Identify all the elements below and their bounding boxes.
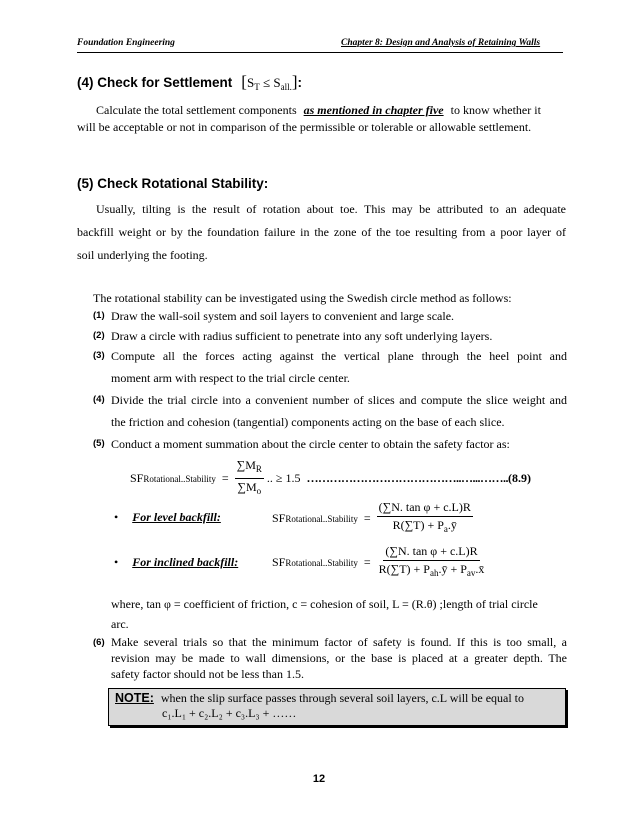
- step-item: (2) Draw a circle with radius sufficient to penetrate into any soft underlying layers.: [93, 329, 493, 343]
- step-item: (1) Draw the wall-soil system and soil layers to convenient and large scale.: [93, 309, 455, 323]
- section-4-text-line-2: will be acceptable or not in comparison of the permissible or tolerable or allowable settlement.: [77, 120, 532, 134]
- equation-number: (8.9): [507, 471, 531, 485]
- step-item: (4) Divide the trial circle into a convenient number of slices and compute the slice weight and the friction and cohesion (tangential) components acting on the base of each slice.: [93, 393, 567, 429]
- section-5-para-line-3: soil underlying the footing.: [77, 248, 208, 262]
- section-4-text-line-1: Calculate the total settlement components as mentioned in chapter five to know whether it: [96, 103, 541, 117]
- step-item: (5) Conduct a moment summation about the circle center to obtain the safety factor as:: [93, 437, 510, 451]
- section-4-heading: (4) Check for Settlement: [77, 75, 233, 90]
- header-rule: [77, 52, 563, 53]
- note-box: NOTE: when the slip surface passes through several soil layers, c.L will be equal to c₁.L₁ + c₂.L₂ + c₃.L₃ + ……: [108, 688, 566, 726]
- equation-8-9: SF Rotational..Stability = $\frac{\sum M_R}{\sum M_o}$ .. ≥ 1.5 …………………………………..…...…….. (8.9): [130, 458, 531, 499]
- level-backfill-label-row: • For level backfill:: [114, 510, 221, 524]
- step-list: [93, 306, 567, 454]
- settlement-condition: $[S_T \le S_{all.}]$: [241, 72, 298, 92]
- section-5-heading: (5) Check Rotational Stability:: [77, 176, 269, 191]
- running-header-right: Chapter 8: Design and Analysis of Retaining Walls: [341, 38, 541, 48]
- inclined-backfill-equation: SF Rotational..Stability = $\frac{\text{(∑N. tan φ + c.L)R}}{R(\sum T) + P_{ah}.ȳ + P_{av}.x̄}$: [272, 544, 485, 578]
- note-formula: c₁.L₁ + c₂.L₂ + c₃.L₃ + ……: [162, 706, 297, 720]
- inclined-backfill-label-row: • For inclined backfill:: [114, 555, 239, 569]
- section-4-heading-row: (4) Check for Settlement $[S_T \le S_{all.}]$:: [77, 72, 302, 92]
- moment-ratio: $\frac{\sum M_R}{\sum M_o}$: [236, 458, 262, 496]
- level-backfill-equation: SF Rotational..Stability = $\frac{\text{(∑N. tan φ + c.L)R}}{R(\sum T) + P_a.ȳ}$: [272, 500, 471, 534]
- section-5-para-line-2: backfill weight or by the foundation failure in the zone of the toe resulting from a poor layer of: [77, 225, 566, 239]
- chapter-five-reference: as mentioned in chapter five: [303, 103, 444, 117]
- page-number: 12: [312, 773, 326, 785]
- swedish-circle-intro: The rotational stability can be investigated using the Swedish circle method as follows:: [93, 291, 512, 305]
- note-label: NOTE:: [115, 691, 154, 705]
- where-definitions-cont: arc.: [111, 617, 129, 631]
- section-5-para-line-1: Usually, tilting is the result of rotation about toe. This may be attributed to an adequate: [96, 202, 566, 216]
- running-header-left: Foundation Engineering: [77, 38, 175, 48]
- where-definitions: where, tan φ = coefficient of friction, c = cohesion of soil, L = (R.θ) ;length of trial circle: [111, 597, 538, 611]
- step-item: (3) Compute all the forces acting against the vertical plane through the heel point and moment arm with respect to the trial circle center.: [93, 349, 567, 385]
